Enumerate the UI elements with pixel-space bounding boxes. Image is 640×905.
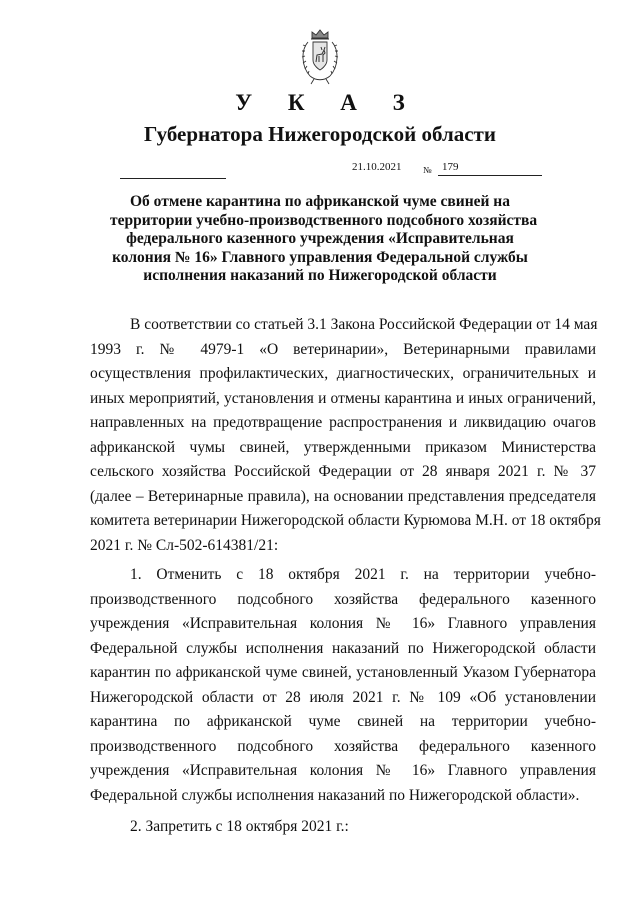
decree-heading [110,193,538,286]
text-line: Федеральной службы исполнения наказаний по Нижегородской области». [90,786,580,804]
text-line: 1. Отменить с 18 октября 2021 г. на территории учебно- [130,566,596,583]
text-line: учреждения «Исправительная колония № 16» Главного управления [90,615,596,632]
decree-title: У К А З [235,90,420,115]
preamble-paragraph [90,313,601,558]
decree-issuer: Губернатора Нижегородской области [144,122,496,146]
text-line: комитета ветеринарии Нижегородской области Курюмова М.Н. от 18 октября [90,512,601,529]
text-line: (далее – Ветеринарные правила), на основании представления председателя [90,487,596,505]
text-line: направленных на предотвращение распространения и ликвидацию очагов [90,414,596,431]
decree-number: 179 [442,161,459,173]
text-line: Нижегородской области от 28 июля 2021 г. № 109 «Об установлении [90,688,596,706]
text-line: иных мероприятий, установления и отмены карантина и иных ограничений, [90,389,596,407]
text-line: 2. Запретить с 18 октября 2021 г.: [130,818,349,835]
number-sign: № [423,165,432,175]
text-line: производственного подсобного хозяйства федерального казенного [90,737,596,755]
text-line: 1993 г. № 4979-1 «О ветеринарии», Ветеринарными правилами [90,340,596,358]
text-line: В соответствии со статьей 3.1 Закона Российской Федерации от 14 мая [130,316,598,333]
decree-date: 21.10.2021 [352,161,402,173]
text-line: 2021 г. № Сл-502-614381/21: [90,536,279,554]
text-line: Федеральной службы исполнения наказаний по Нижегородской области [90,639,596,657]
text-line: карантина по африканской чуме свиней на территории учебно- [90,713,596,730]
heading-line: исполнения наказаний по Нижегородской области [143,267,497,284]
heading-line: федерального казенного учреждения «Исправительная [126,230,514,247]
clause-2-paragraph [90,815,596,840]
text-line: учреждения «Исправительная колония № 16» Главного управления [90,762,596,779]
text-line: производственного подсобного хозяйства федерального казенного [90,590,596,608]
heading-line: территории учебно-производственного подсобного хозяйства [110,211,538,229]
signature-date-line [120,168,226,179]
text-line: осуществления профилактических, диагностических, ограничительных и [90,365,596,382]
coat-of-arms-emblem [298,26,342,86]
clause-1-paragraph [90,563,596,808]
heading-line: Об отмене карантина по африканской чуме свиней на [129,193,510,210]
text-line: карантин по африканской чуме свиней, установленный Указом Губернатора [90,664,596,681]
text-line: сельского хозяйства Российской Федерации от 28 января 2021 г. № 37 [90,463,596,480]
text-line: африканской чумы свиней, утвержденными приказом Министерства [90,438,596,456]
heading-line: колония № 16» Главного управления Федеральной службы [112,248,528,266]
